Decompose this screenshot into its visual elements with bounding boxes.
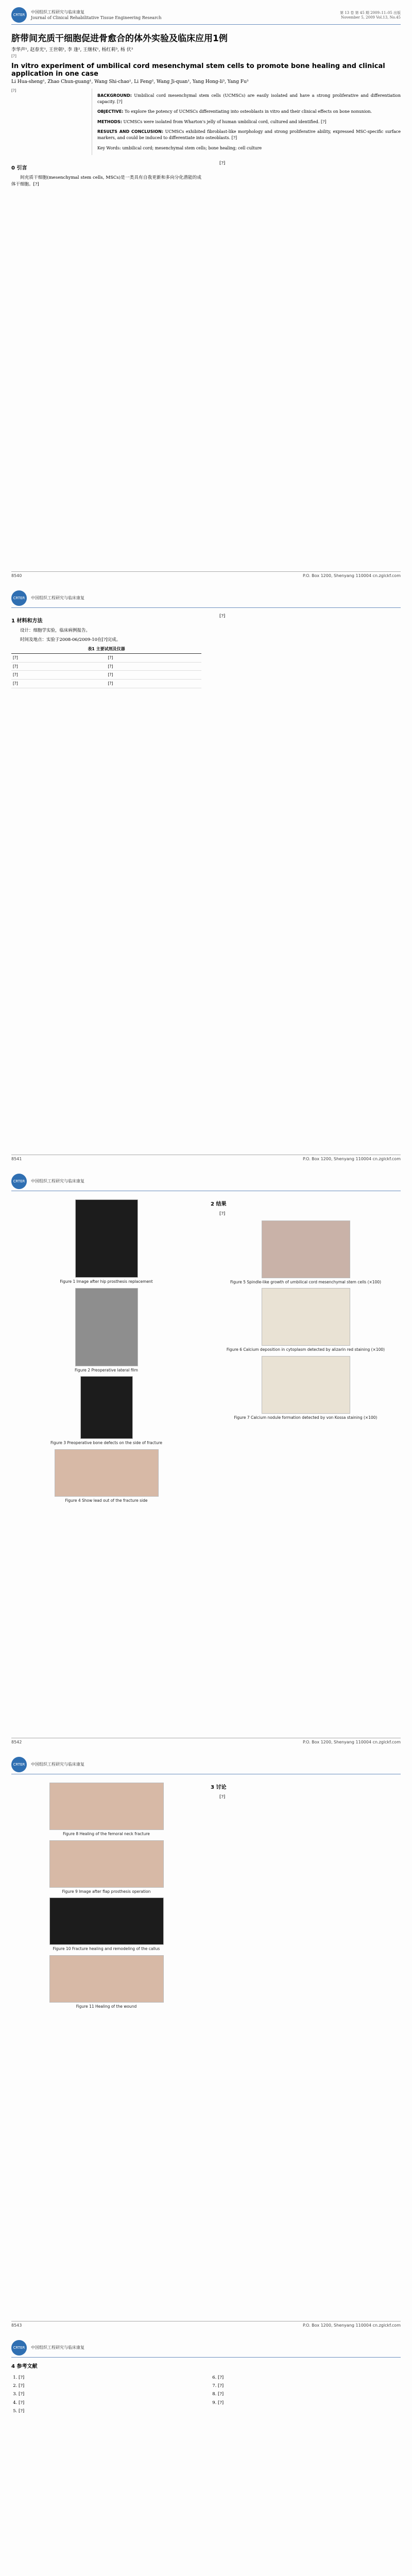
affiliations: [?] [11,54,16,58]
page-4 [0,1750,412,2333]
footer-site: P.O. Box 1200, Shenyang 110004 cn.zglckf.com [303,2323,401,2328]
journal-header: CRTER 中国组织工程研究与临床康复 [11,590,401,608]
footer-site: P.O. Box 1200, Shenyang 110004 cn.zglckf.com [303,1740,401,1744]
table-row: [?] [?] [11,671,201,680]
page-number: 8543 [11,2323,22,2328]
journal-header [11,7,401,25]
page-number: 8540 [11,573,22,578]
journal-name-zh: 中国组织工程研究与临床康复 [31,9,84,14]
figure-2-image [75,1288,138,1366]
abstract-results: RESULTS AND CONCLUSION: UCMSCs exhibited fibroblast-like morphology and strong proliferative ability, expressed MSC-specific surface markers, and could be induced to differentiate into osteoblasts. [?] [97,129,401,140]
journal-logo: CRTER [11,7,27,23]
journal-header: CRTER 中国组织工程研究与临床康复 [11,1757,401,1774]
discussion-paragraph: [?] [219,1794,226,1800]
abstract-methods: METHODS: UCMSCs were isolated from Wharton's jelly of human umbilical cord, cultured and identified. [?] [97,119,327,124]
page-number: 8542 [11,1740,22,1744]
figure-2-caption: Figure 2 Preoperative lateral film [75,1367,138,1372]
figure-11-caption: Figure 11 Healing of the wound [76,2004,137,2009]
abstract-objective: OBJECTIVE: To explore the potency of UCMSCs differentiating into osteoblasts in vitro and their clinical effects on bone nonunion. [97,109,372,114]
table-row: [?] [?] [11,662,201,671]
reference-item: 4. [?] [19,2400,201,2406]
figure-6-image [262,1288,350,1346]
results-heading: 2 结果 [211,1201,227,1207]
figure-4-caption: Figure 4 Show lead out of the fracture side [65,1498,148,1503]
article-title-zh: 脐带间充质干细胞促进骨愈合的体外实验及临床应用1例 [11,33,228,44]
figure-7-image [262,1356,350,1414]
figure-1-caption: Figure 1 Image after hip prosthesis replacement [60,1279,153,1284]
body-columns [11,160,401,191]
reference-item: 9. [?] [218,2400,401,2406]
article-title-en: In vitro experiment of umbilical cord mesenchymal stem cells to promote bone healing and clinical application in one case [11,62,385,78]
figure-6-caption: Figure 6 Calcium deposition in cytoplasm detected by alizarin red staining (×100) [226,1347,385,1352]
figure-3-image [80,1376,133,1439]
methods-heading: 1 材料和方法 [11,618,43,624]
methods-paragraph: 时间及地点：实验于2008-06/2009-10在[?]完成。 [20,637,121,642]
references-heading: 4 参考文献 [11,2364,38,2369]
table-row: [?] [?] [11,654,201,663]
discussion-heading: 3 讨论 [211,1785,227,1790]
figure-10-image [49,1897,164,1945]
page-footer [11,2321,401,2328]
reference-item: 2. [?] [19,2383,201,2389]
footer-site: P.O. Box 1200, Shenyang 110004 cn.zglckf.com [303,1157,401,1161]
figure-11-image [49,1955,164,2003]
figure-8-caption: Figure 8 Healing of the femoral neck fracture [63,1832,150,1836]
table-1 [11,646,201,688]
journal-name-en: Journal of Clinical Rehabilitative Tissue Engineering Research [31,15,162,20]
journal-logo: CRTER [11,2340,27,2355]
abstract [97,89,401,155]
journal-logo: CRTER [11,1174,27,1189]
page-footer [11,1155,401,1161]
table-row: [?] [?] [11,680,201,688]
figure-5-caption: Figure 5 Spindle-like growth of umbilical cord mesenchymal stem cells (×100) [230,1279,382,1284]
issue-line: 第 13 卷 第 45 期 2009–11–05 出版 [339,11,401,15]
reference-item: 6. [?] [218,2375,401,2381]
journal-header: CRTER 中国组织工程研究与临床康复 [11,1174,401,1191]
figure-9-caption: Figure 9 Image after flap prosthesis operation [62,1889,151,1894]
reference-item: 8. [?] [218,2391,401,2398]
page-5 [0,2333,412,2576]
footer-site: P.O. Box 1200, Shenyang 110004 cn.zglckf.com [303,573,401,578]
abstract-sidebar: [?] [11,89,92,155]
methods-paragraph: [?] [219,614,226,619]
journal-logo: CRTER [11,590,27,606]
authors-zh: 李华声¹, 赵春光¹, 王世朝¹, 李 逢², 王继权¹, 杨红莉³, 杨 伏³ [11,47,133,53]
figure-5-image [262,1221,350,1278]
page-3 [0,1166,412,1750]
abstract-block [11,89,401,155]
reference-item: 1. [?] [19,2375,201,2381]
figure-3-caption: Figure 3 Preoperative bone defects on the side of fracture [50,1440,162,1446]
authors-en: Li Hua-sheng¹, Zhao Chun-guang¹, Wang Shi-chao¹, Li Feng², Wang Ji-quan¹, Yang Hong-li³, Yang Fu³ [11,79,249,84]
figure-4-image [55,1449,159,1497]
issue-line-en: November 5, 2009 Vol.13, No.45 [340,15,401,20]
methods-paragraph: 设计：细胞学实验，临床病例报告。 [20,628,91,633]
table-1-title: 表1 主要试剂及仪器 [88,646,125,651]
abstract-background: BACKGROUND: Umbilical cord mesenchymal stem cells (UCMSCs) are easily isolated and have a strong proliferative and differentiation capacity. [?] [97,93,401,104]
keywords: Key Words: umbilical cord; mesenchymal stem cells; bone healing; cell culture [97,145,262,150]
journal-header: CRTER 中国组织工程研究与临床康复 [11,2340,401,2358]
figure-9-image [49,1840,164,1888]
reference-item: 7. [?] [218,2383,401,2389]
figure-10-caption: Figure 10 Fracture healing and remodeling of the callus [53,1946,160,1952]
results-paragraph: [?] [219,1211,226,1216]
figure-8-image [49,1783,164,1830]
figure-1-image [75,1199,138,1278]
intro-paragraph: [?] [219,161,226,166]
reference-item: 3. [?] [19,2391,201,2398]
reference-item: 5. [?] [19,2408,201,2415]
page-1 [0,0,412,583]
page-number: 8541 [11,1157,22,1161]
references-list [11,2375,401,2416]
intro-heading: 0 引言 [11,165,27,172]
page-footer [11,571,401,578]
journal-logo: CRTER [11,1757,27,1772]
intro-paragraph: 间充质干细胞(mesenchymal stem cells, MSCs)是一类具有自我更新和多向分化潜能的成体干细胞。[?] [11,175,201,187]
page-2 [0,583,412,1166]
figure-7-caption: Figure 7 Calcium nodule formation detected by von Kossa staining (×100) [234,1415,377,1420]
page-footer [11,1738,401,1744]
